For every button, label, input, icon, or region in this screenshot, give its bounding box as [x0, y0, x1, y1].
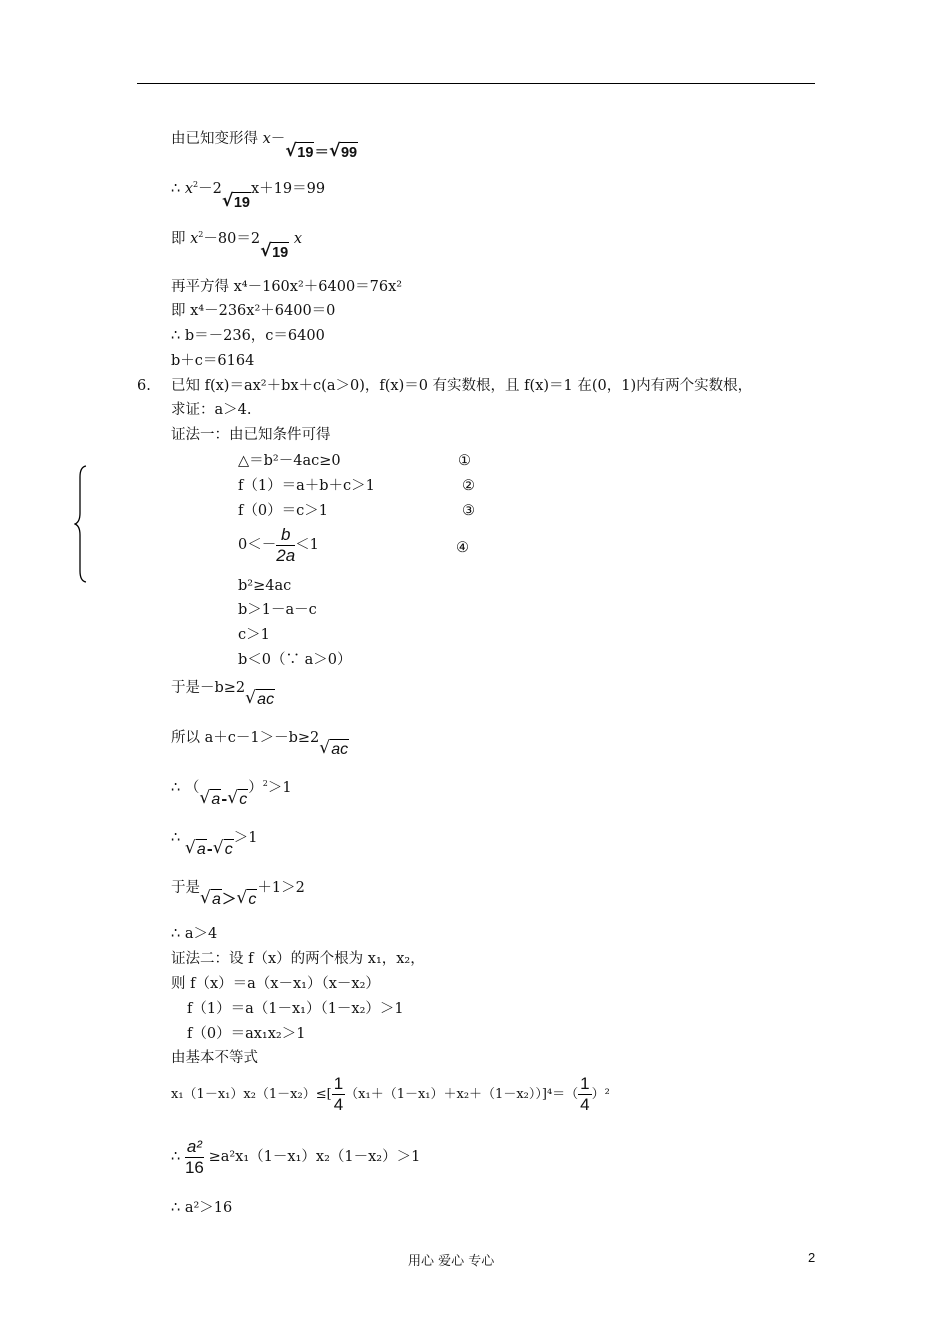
derived-3: c＞1 [238, 627, 270, 643]
basic-inequality: 由基本不等式 [171, 1050, 258, 1066]
problem-statement: 已知 f(x)＝ax²＋bx＋c(a＞0)，f(x)＝0 有实数根，且 f(x)＝1 在(0，1)内有两个实数根， [171, 378, 753, 394]
a-squared-line: ∴ $\frac{\text{a²}}{16}$ ≥a²x₁（1－x₁）x₂（1－x₂）＞1 [171, 1136, 421, 1177]
step-so: 所以 a＋c－1＞－b≥2 √ ac [171, 730, 349, 758]
am-gm-line: x₁（1－x₁）x₂（1－x₂）≤[ $\frac{1}{4}$ （x₁＋（1－x₁）＋x₂＋（1－x₂））]⁴＝（ $\frac{1}{4}$ ）² [171, 1074, 610, 1114]
line-quartic: 即 x⁴－236x²＋6400＝0 [171, 303, 336, 319]
condition-1-number: ① [458, 453, 471, 469]
line-square-once: ∴ $x^2-2$ √ 19x＋19＝99 [171, 180, 326, 211]
condition-3: f（0）＝c＞1 [238, 503, 328, 519]
f-zero: f（0）＝ax₁x₂＞1 [187, 1026, 306, 1042]
derived-1: b²≥4ac [238, 578, 292, 594]
header-rule [137, 83, 815, 84]
condition-4: 0＜－ $\frac{b}{2a}$ ＜1 [238, 524, 319, 565]
condition-4-number: ④ [456, 540, 469, 556]
line-square-twice: 再平方得 x⁴－160x²＋6400＝76x² [171, 279, 403, 295]
step-difference: ∴ √ a- √ c＞1 [171, 830, 258, 858]
line-coefficients: ∴ b＝－236，c＝6400 [171, 328, 325, 344]
page-number: 2 [808, 1250, 816, 1265]
condition-1: △＝b²－4ac≥0 [238, 453, 341, 469]
conclusion-one: ∴ a＞4 [171, 926, 218, 942]
step-minus-b: 于是－b≥2 √ ac [171, 680, 275, 708]
method-one-title: 证法一：由已知条件可得 [171, 427, 331, 443]
condition-2-number: ② [462, 478, 475, 494]
line-rearrange: 即 $x^2-80=2$ √ 19 x [171, 230, 303, 261]
problem-number: 6. [137, 378, 151, 394]
condition-3-number: ③ [462, 503, 475, 519]
method-two-title: 证法二：设 f（x）的两个根为 x₁，x₂， [171, 951, 425, 967]
condition-2: f（1）＝a＋b＋c＞1 [238, 478, 375, 494]
derived-4: b＜0（∵ a＞0） [238, 652, 352, 668]
line-sum: b＋c＝6164 [171, 353, 255, 369]
factor-form: 则 f（x）＝a（x－x₁）（x－x₂） [171, 976, 380, 992]
footer-motto: 用心 爱心 专心 [408, 1254, 495, 1269]
final-conclusion: ∴ a²＞16 [171, 1200, 233, 1216]
step-square: ∴ （ √ a- √ c）$^2$＞1 [171, 779, 292, 808]
problem-goal: 求证：a＞4. [171, 402, 252, 418]
line-transform: 由已知变形得 x－ √ 19＝ √ 99 [171, 131, 358, 161]
left-brace [74, 465, 88, 583]
f-one: f（1）＝a（1－x₁）（1－x₂）＞1 [187, 1001, 404, 1017]
derived-2: b＞1－a－c [238, 602, 317, 618]
step-compare: 于是 √ a＞ √ c＋1＞2 [171, 880, 305, 908]
